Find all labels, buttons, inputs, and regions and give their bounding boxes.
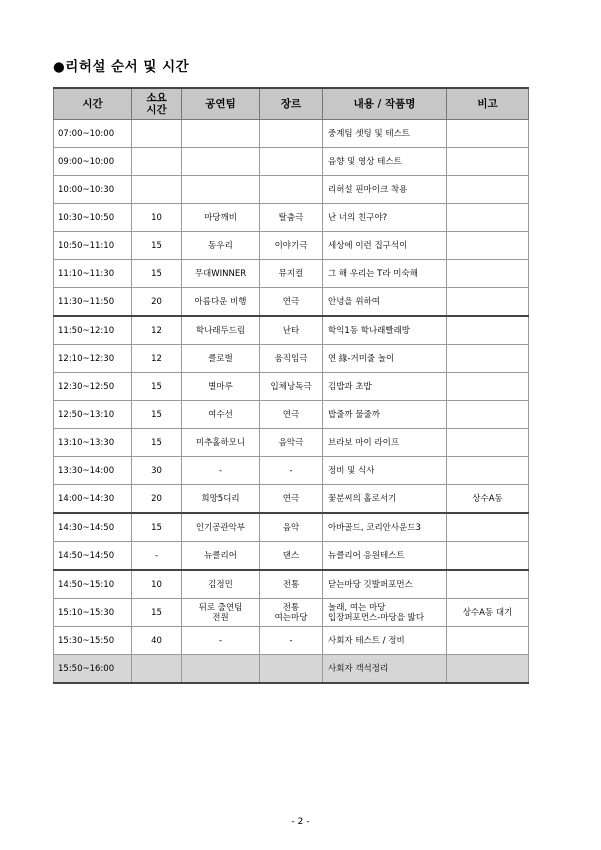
table-row xyxy=(54,429,529,457)
table-row xyxy=(54,260,529,288)
table-row xyxy=(54,457,529,485)
cell-note xyxy=(447,232,529,260)
header-duration: 소요 시간 xyxy=(132,88,182,120)
cell-content: 아바골드, 코리안사운드3 xyxy=(323,513,447,542)
cell-content: 안녕을 위하여 xyxy=(323,288,447,317)
cell-genre: 음악극 xyxy=(260,429,323,457)
cell-content: 김밥과 초밥 xyxy=(323,373,447,401)
cell-genre: - xyxy=(260,457,323,485)
cell-team: 아름다운 비행 xyxy=(182,288,260,317)
cell-note xyxy=(447,429,529,457)
table-row xyxy=(54,513,529,542)
cell-genre: 연극 xyxy=(260,288,323,317)
cell-content: 닫는마당 깃발퍼포먼스 xyxy=(323,570,447,599)
cell-content: 꽃분씨의 홀로서기 xyxy=(323,485,447,514)
cell-team: 무대WINNER xyxy=(182,260,260,288)
cell-duration: 15 xyxy=(132,401,182,429)
cell-content: 사회자 테스트 / 정비 xyxy=(323,627,447,655)
cell-content: 그 해 우리는 T라 미숙해 xyxy=(323,260,447,288)
cell-genre: 탈춤극 xyxy=(260,204,323,232)
cell-note xyxy=(447,457,529,485)
table-row xyxy=(54,485,529,514)
cell-team: 학나래두드림 xyxy=(182,316,260,345)
rehearsal-schedule-table xyxy=(53,87,529,684)
table-header-row xyxy=(54,88,529,120)
cell-genre: 전통 xyxy=(260,570,323,599)
cell-content: 학익1동 학나래빨래방 xyxy=(323,316,447,345)
cell-note xyxy=(447,373,529,401)
cell-duration xyxy=(132,120,182,148)
cell-duration: 30 xyxy=(132,457,182,485)
cell-content: 정비 및 식사 xyxy=(323,457,447,485)
cell-team: - xyxy=(182,627,260,655)
cell-note: 상수A동 xyxy=(447,485,529,514)
cell-duration: 20 xyxy=(132,485,182,514)
cell-time: 10:30~10:50 xyxy=(54,204,132,232)
table-row xyxy=(54,316,529,345)
table-row xyxy=(54,401,529,429)
cell-duration: 15 xyxy=(132,373,182,401)
table-row xyxy=(54,176,529,204)
cell-team xyxy=(182,655,260,684)
cell-note xyxy=(447,120,529,148)
cell-genre: 전통 여는마당 xyxy=(260,599,323,627)
cell-note xyxy=(447,627,529,655)
cell-note xyxy=(447,148,529,176)
cell-content: 밥줄까 물줄까 xyxy=(323,401,447,429)
cell-genre xyxy=(260,176,323,204)
cell-genre xyxy=(260,148,323,176)
cell-duration: 10 xyxy=(132,570,182,599)
cell-genre: 댄스 xyxy=(260,542,323,571)
cell-content: 놀래, 여는 마당 입장퍼포먼스-마당을 밟다 xyxy=(323,599,447,627)
section-heading: ●리허설 순서 및 시간 xyxy=(53,59,190,75)
cell-time: 07:00~10:00 xyxy=(54,120,132,148)
cell-genre: 음악 xyxy=(260,513,323,542)
cell-time: 11:30~11:50 xyxy=(54,288,132,317)
cell-team xyxy=(182,120,260,148)
cell-genre: 움직임극 xyxy=(260,345,323,373)
cell-content: 사회자 객석정리 xyxy=(323,655,447,684)
cell-note xyxy=(447,288,529,317)
cell-team: 희망5디리 xyxy=(182,485,260,514)
cell-time: 12:10~12:30 xyxy=(54,345,132,373)
cell-content: 난 너의 친구야? xyxy=(323,204,447,232)
cell-team xyxy=(182,148,260,176)
cell-team: 클로벌 xyxy=(182,345,260,373)
cell-note xyxy=(447,345,529,373)
cell-team: 여수선 xyxy=(182,401,260,429)
table-row xyxy=(54,204,529,232)
cell-duration: 12 xyxy=(132,316,182,345)
cell-genre xyxy=(260,655,323,684)
cell-team: 뒤로 출연팀 전원 xyxy=(182,599,260,627)
cell-time: 09:00~10:00 xyxy=(54,148,132,176)
header-genre: 장르 xyxy=(260,88,323,120)
table-row xyxy=(54,655,529,684)
cell-note xyxy=(447,316,529,345)
cell-content: 리허설 핀마이크 착용 xyxy=(323,176,447,204)
cell-team xyxy=(182,176,260,204)
table-row xyxy=(54,120,529,148)
cell-time: 13:30~14:00 xyxy=(54,457,132,485)
table-row xyxy=(54,148,529,176)
cell-time: 12:30~12:50 xyxy=(54,373,132,401)
cell-genre: 난타 xyxy=(260,316,323,345)
cell-genre: 뮤지컬 xyxy=(260,260,323,288)
cell-time: 12:50~13:10 xyxy=(54,401,132,429)
header-note: 비고 xyxy=(447,88,529,120)
cell-team: 인기공관악부 xyxy=(182,513,260,542)
cell-team: 동우리 xyxy=(182,232,260,260)
cell-note xyxy=(447,401,529,429)
cell-note xyxy=(447,655,529,684)
table-row xyxy=(54,232,529,260)
cell-team: 김정민 xyxy=(182,570,260,599)
header-content: 내용 / 작품명 xyxy=(323,88,447,120)
cell-time: 13:10~13:30 xyxy=(54,429,132,457)
cell-duration xyxy=(132,176,182,204)
table-row xyxy=(54,345,529,373)
cell-note xyxy=(447,542,529,571)
cell-content: 음향 및 영상 테스트 xyxy=(323,148,447,176)
cell-note xyxy=(447,513,529,542)
cell-team: 별마루 xyxy=(182,373,260,401)
cell-duration: 15 xyxy=(132,429,182,457)
cell-duration: 15 xyxy=(132,260,182,288)
table-row xyxy=(54,570,529,599)
cell-duration: 15 xyxy=(132,599,182,627)
cell-note xyxy=(447,260,529,288)
cell-time: 10:50~11:10 xyxy=(54,232,132,260)
cell-time: 11:10~11:30 xyxy=(54,260,132,288)
cell-time: 14:30~14:50 xyxy=(54,513,132,542)
cell-duration: 20 xyxy=(132,288,182,317)
cell-team: - xyxy=(182,457,260,485)
table-row xyxy=(54,288,529,317)
cell-genre xyxy=(260,120,323,148)
cell-content: 중계팀 셋팅 및 테스트 xyxy=(323,120,447,148)
cell-genre: - xyxy=(260,627,323,655)
table-row xyxy=(54,599,529,627)
cell-duration: 12 xyxy=(132,345,182,373)
cell-team: 뉴클리어 xyxy=(182,542,260,571)
cell-duration: 15 xyxy=(132,513,182,542)
cell-time: 14:50~15:10 xyxy=(54,570,132,599)
header-time: 시간 xyxy=(54,88,132,120)
cell-note xyxy=(447,176,529,204)
header-team: 공연팀 xyxy=(182,88,260,120)
cell-genre: 이야기극 xyxy=(260,232,323,260)
cell-time: 11:50~12:10 xyxy=(54,316,132,345)
table-row xyxy=(54,542,529,571)
cell-note: 상수A동 대기 xyxy=(447,599,529,627)
cell-note xyxy=(447,570,529,599)
cell-time: 15:30~15:50 xyxy=(54,627,132,655)
cell-duration: 40 xyxy=(132,627,182,655)
cell-genre: 연극 xyxy=(260,485,323,514)
cell-note xyxy=(447,204,529,232)
table-row xyxy=(54,373,529,401)
cell-team: 미추홀하모니 xyxy=(182,429,260,457)
cell-duration: - xyxy=(132,542,182,571)
cell-duration xyxy=(132,655,182,684)
cell-content: 브라보 마이 라이프 xyxy=(323,429,447,457)
cell-duration: 10 xyxy=(132,204,182,232)
cell-content: 연 緣-거미줄 놀이 xyxy=(323,345,447,373)
page-number: - 2 - xyxy=(291,817,310,827)
table-row xyxy=(54,627,529,655)
cell-genre: 연극 xyxy=(260,401,323,429)
cell-time: 14:50~14:50 xyxy=(54,542,132,571)
cell-time: 14:00~14:30 xyxy=(54,485,132,514)
cell-time: 15:50~16:00 xyxy=(54,655,132,684)
cell-time: 10:00~10:30 xyxy=(54,176,132,204)
cell-team: 마당깨비 xyxy=(182,204,260,232)
cell-content: 뉴클리어 응원테스트 xyxy=(323,542,447,571)
cell-duration: 15 xyxy=(132,232,182,260)
cell-duration xyxy=(132,148,182,176)
cell-content: 세상에 이런 집구석이 xyxy=(323,232,447,260)
cell-genre: 입체낭독극 xyxy=(260,373,323,401)
cell-time: 15:10~15:30 xyxy=(54,599,132,627)
